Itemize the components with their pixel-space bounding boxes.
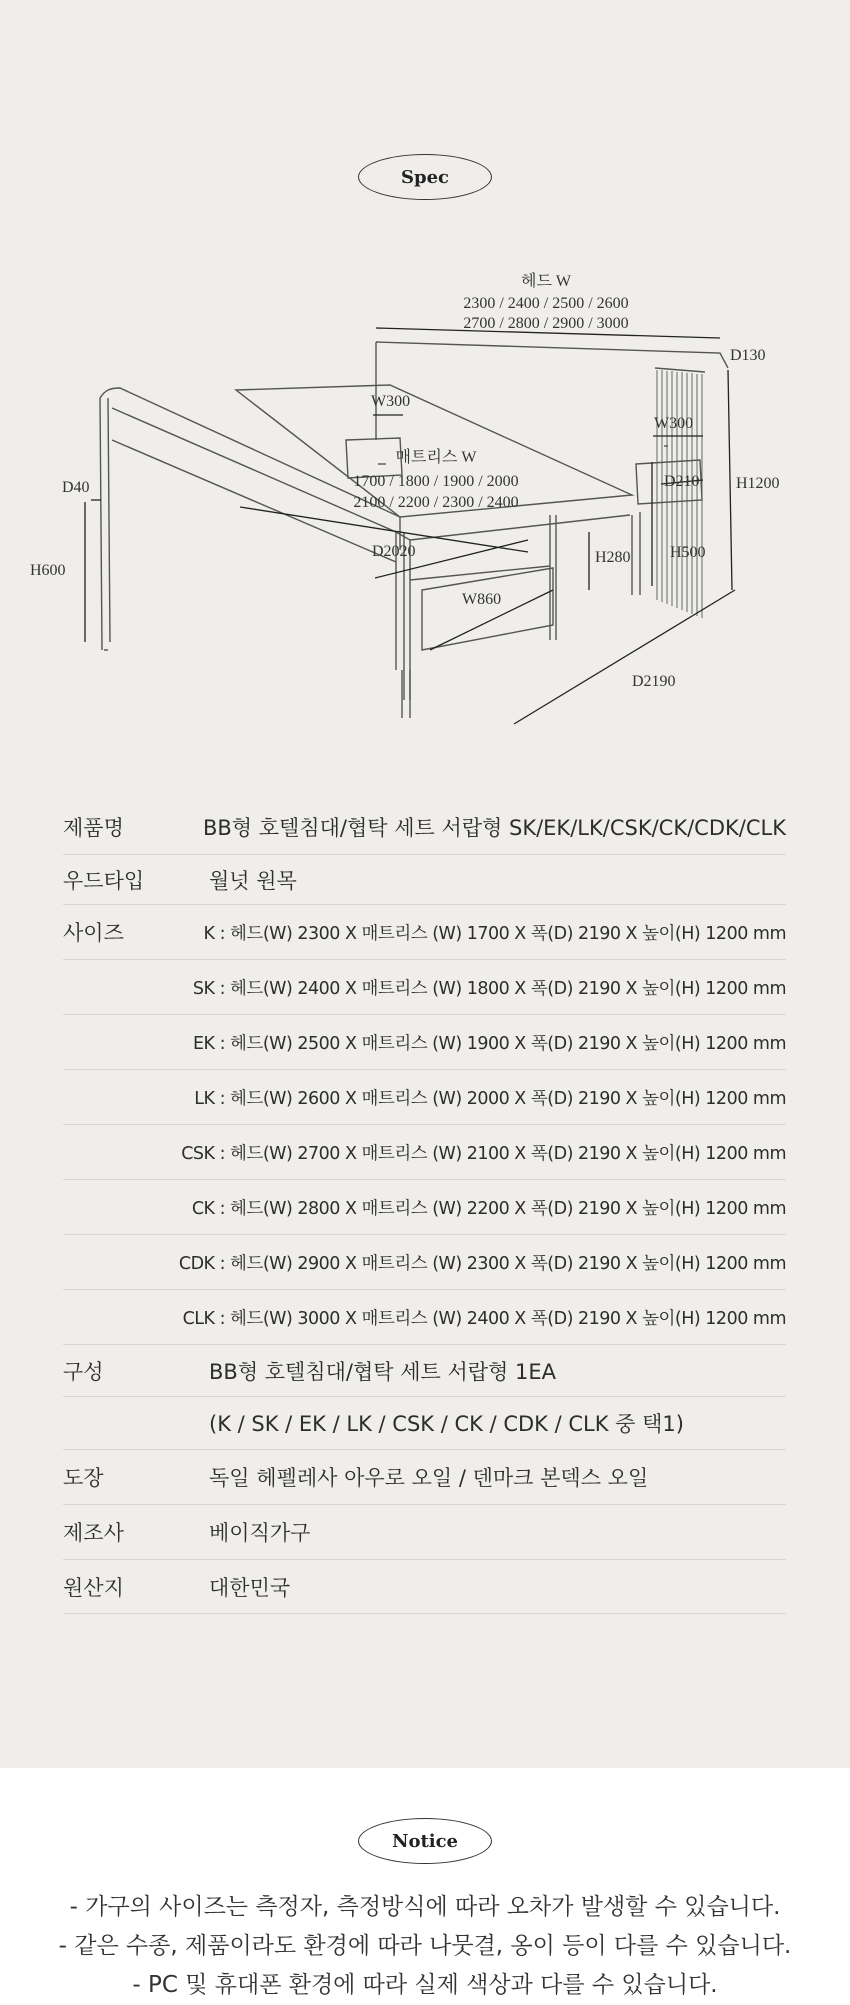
spec-badge: Spec [358,154,492,200]
row-value: BB형 호텔침대/협탁 세트 서랍형 SK/EK/LK/CSK/CK/CDK/CLK [202,816,786,840]
table-row [63,1180,786,1235]
d2190-label: D2190 [632,673,676,690]
bed-dimension-diagram [0,250,850,750]
w300-right-label: W300 [654,415,694,432]
notice-badge: Notice [358,1818,492,1864]
h500-label: H500 [670,544,706,561]
table-row [63,1290,786,1345]
table-row [63,1397,786,1450]
w300-left-label: W300 [371,393,411,410]
row-value: CLK : 헤드(W) 3000 X 매트리스 (W) 2400 X 폭(D) 2190 X 높이(H) 1200 mm [182,1308,786,1329]
mattress-w-line2: 2100 / 2200 / 2300 / 2400 [353,494,519,511]
row-value: K : 헤드(W) 2300 X 매트리스 (W) 1700 X 폭(D) 2190 X 높이(H) 1200 mm [203,923,786,944]
row-value: BB형 호텔침대/협탁 세트 서랍형 1EA [209,1359,557,1384]
row-value: CK : 헤드(W) 2800 X 매트리스 (W) 2200 X 폭(D) 2190 X 높이(H) 1200 mm [191,1198,786,1219]
table-row [63,1125,786,1180]
row-value: 월넛 원목 [209,868,297,893]
row-label: 도장 [63,1466,104,1490]
d210-label: D210 [664,473,700,490]
row-value: (K / SK / EK / LK / CSK / CK / CDK / CLK 중 택1) [209,1412,684,1436]
notice-line: - 같은 수종, 제품이라도 환경에 따라 나뭇결, 옹이 등이 다를 수 있습니다. [58,1933,792,1959]
row-value: SK : 헤드(W) 2400 X 매트리스 (W) 1800 X 폭(D) 2190 X 높이(H) 1200 mm [192,978,786,999]
head-w-line2: 2700 / 2800 / 2900 / 3000 [463,315,629,332]
table-row [63,1450,786,1505]
table-row [63,1015,786,1070]
d130-label: D130 [730,347,766,364]
row-label: 우드타입 [63,868,145,893]
table-row [63,800,786,855]
row-label: 사이즈 [63,921,124,945]
row-value: 대한민국 [209,1575,291,1600]
table-row [63,1345,786,1397]
table-row [63,1070,786,1125]
w860-label: W860 [462,591,502,608]
row-value: 베이직가구 [209,1521,311,1545]
table-row [63,960,786,1015]
row-value: CSK : 헤드(W) 2700 X 매트리스 (W) 2100 X 폭(D) 2190 X 높이(H) 1200 mm [181,1143,786,1164]
mattress-w-line1: 1700 / 1800 / 1900 / 2000 [353,473,519,490]
row-label: 제조사 [63,1521,124,1545]
h280-label: H280 [595,549,631,566]
mattress-w-title: 매트리스 W [395,449,477,466]
row-label: 구성 [63,1359,104,1384]
head-w-title: 헤드 W [520,273,572,290]
d2020-label: D2020 [372,543,416,560]
d40-label: D40 [62,479,90,496]
notice-line: - 가구의 사이즈는 측정자, 측정방식에 따라 오차가 발생할 수 있습니다. [69,1894,781,1920]
h600-label: H600 [30,562,66,579]
table-row [63,1235,786,1290]
row-label: 원산지 [63,1575,124,1600]
row-label: 제품명 [63,816,124,840]
table-row [63,905,786,960]
row-value: LK : 헤드(W) 2600 X 매트리스 (W) 2000 X 폭(D) 2190 X 높이(H) 1200 mm [194,1088,786,1109]
notice-line: - PC 및 휴대폰 환경에 따라 실제 색상과 다를 수 있습니다. [132,1972,718,1998]
row-value: 독일 헤펠레사 아우로 오일 / 덴마크 본덱스 오일 [209,1466,649,1490]
row-value: CDK : 헤드(W) 2900 X 매트리스 (W) 2300 X 폭(D) 2190 X 높이(H) 1200 mm [178,1253,786,1274]
head-w-line1: 2300 / 2400 / 2500 / 2600 [463,295,629,312]
h1200-label: H1200 [736,475,780,492]
row-value: EK : 헤드(W) 2500 X 매트리스 (W) 1900 X 폭(D) 2190 X 높이(H) 1200 mm [192,1033,786,1054]
table-row [63,855,786,905]
spec-table [63,800,786,1614]
notice-text [0,1888,850,2005]
table-row [63,1505,786,1560]
table-row [63,1560,786,1614]
